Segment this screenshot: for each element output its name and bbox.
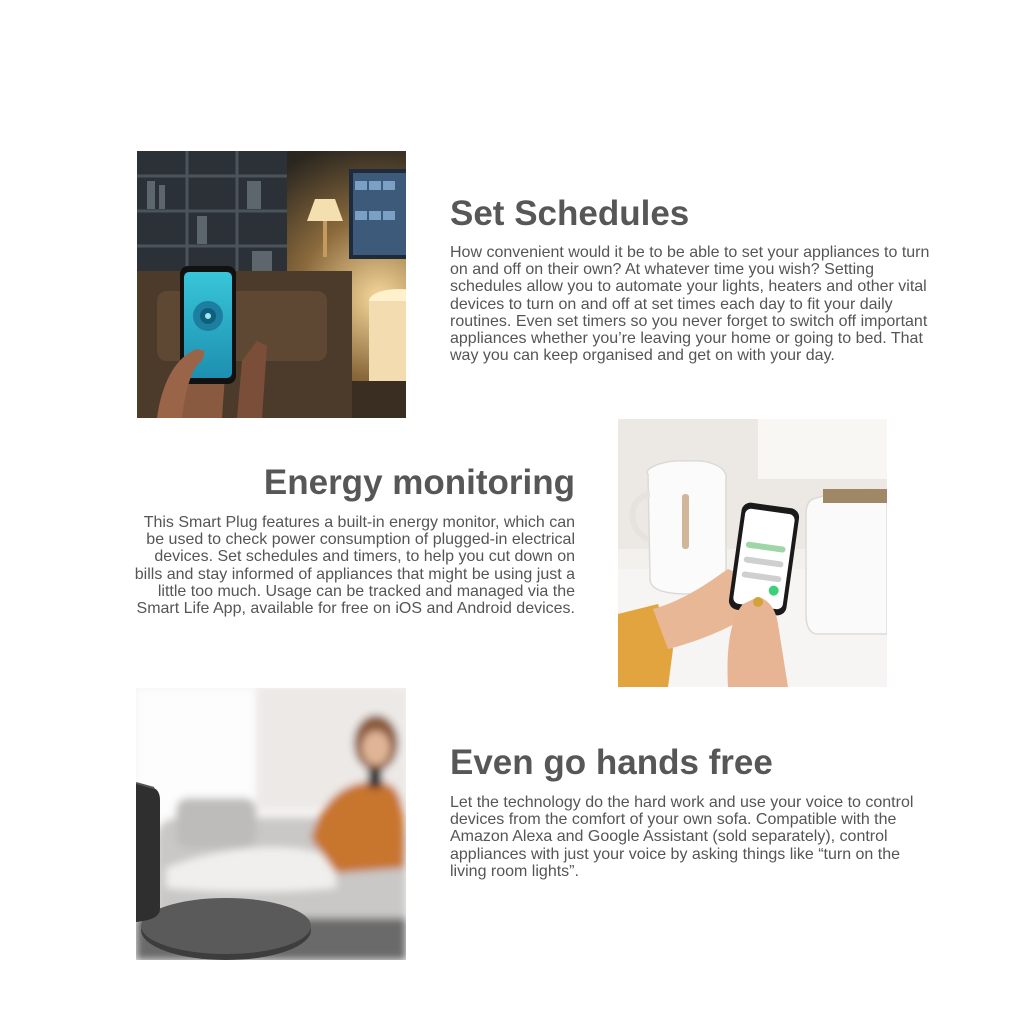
section-title: Even go hands free [450,743,773,782]
kitchen-phone-illustration [618,419,887,687]
kitchen-phone-photo [618,419,887,687]
living-room-phone-photo [137,151,406,418]
sofa-voice-assistant-illustration [136,688,406,960]
sofa-voice-assistant-photo [136,688,406,960]
section-description: Let the technology do the hard work and use your voice to control devices from the comfort of your own sofa. Compatible with the Amazon Alexa and Google Assistant (sold separately), control appliances with just your voice by asking things like “turn on the living room lights”. [450,794,914,880]
section-description: How convenient would it be to be able to set your appliances to turn on and off on their own? At whatever time you wish? Setting schedules allow you to automate your lights, heaters and other vital devices to turn on and off at set times each day to fit your daily routines. Even set timers so you never forget to switch off important appliances whether you’re leaving your home or going to bed. That way you can keep organised and get on with your day. [450,244,930,365]
section-title: Set Schedules [450,194,690,233]
section-title: Energy monitoring [263,463,575,502]
section-description: This Smart Plug features a built-in energy monitor, which can be used to check power consumption of plugged-in electrical devices. Set schedules and timers, to help you cut down on bills and stay informed of appliances that might be using just a little too much. Usage can be tracked and managed via the Smart Life App, available for free on iOS and Android devices. [134,514,575,618]
living-room-phone-illustration [137,151,406,418]
